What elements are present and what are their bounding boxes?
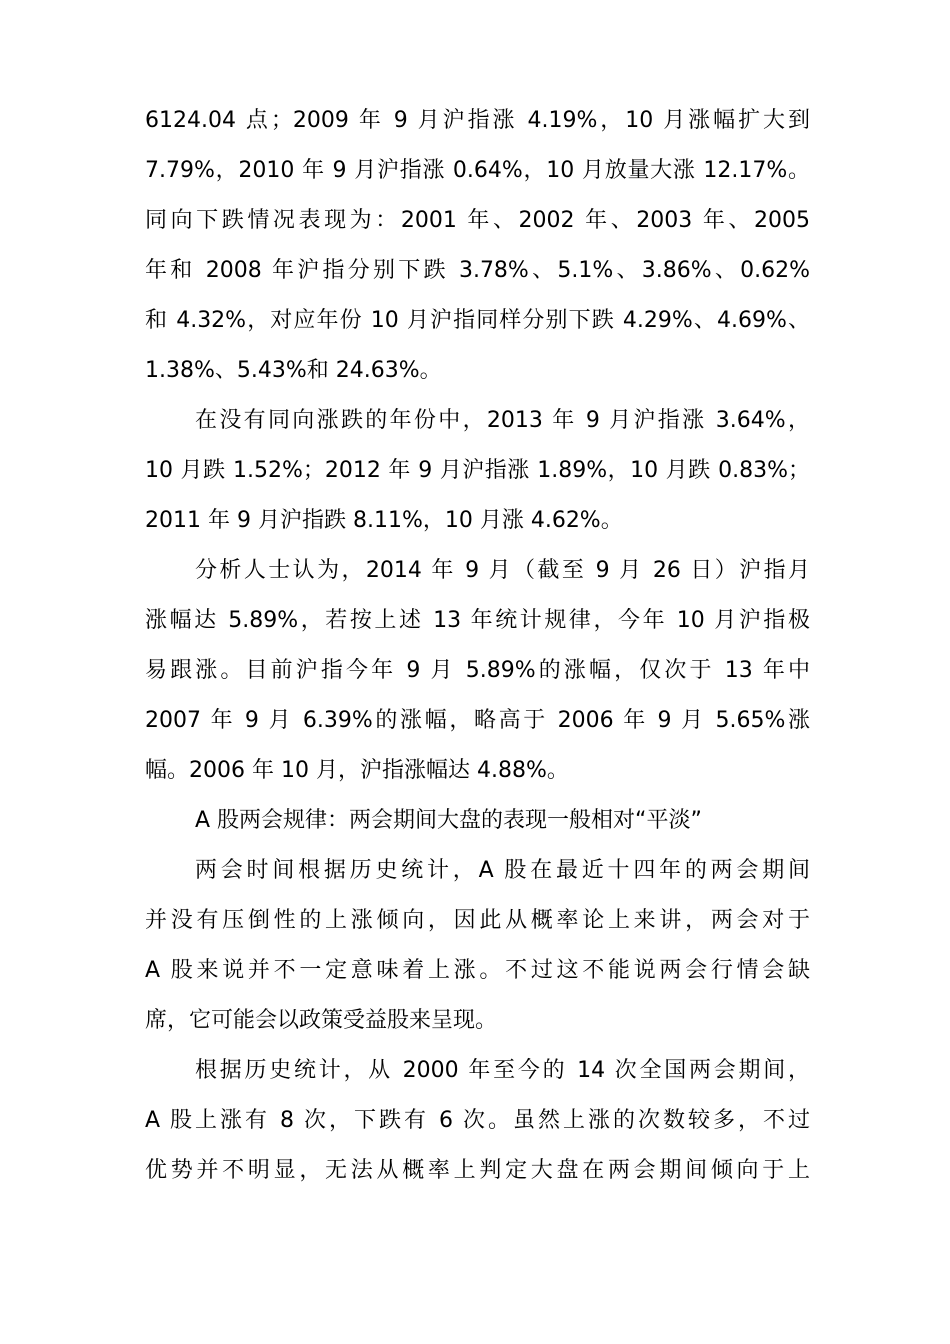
- text-line: 根据历史统计，从 2000 年至今的 14 次全国两会期间，: [195, 1058, 810, 1083]
- paragraph-historical-statistics: [145, 1046, 810, 1196]
- text-line: 年和 2008 年沪指分别下跌 3.78%、5.1%、3.86%、0.62%: [145, 258, 810, 283]
- text-line: 同向下跌情况表现为：2001 年、2002 年、2003 年、2005: [145, 208, 810, 233]
- section-heading-text: A 股两会规律：两会期间大盘的表现一般相对“平淡”: [195, 808, 702, 833]
- text-line: 2007 年 9 月 6.39%的涨幅，略高于 2006 年 9 月 5.65%涨: [145, 708, 810, 733]
- text-line: 2011 年 9 月沪指跌 8.11%，10 月涨 4.62%。: [145, 508, 623, 533]
- text-line: 在没有同向涨跌的年份中，2013 年 9 月沪指涨 3.64%，: [195, 408, 810, 433]
- paragraph-non-synchronous-years: [145, 396, 810, 546]
- document-body: [145, 96, 810, 1196]
- text-line: A 股上涨有 8 次，下跌有 6 次。虽然上涨的次数较多，不过: [145, 1108, 810, 1133]
- paragraph-analyst-view: [145, 546, 810, 796]
- text-line: 和 4.32%，对应年份 10 月沪指同样分别下跌 4.29%、4.69%、: [145, 308, 810, 333]
- paragraph-index-performance: [145, 96, 810, 396]
- text-line: 幅。2006 年 10 月，沪指涨幅达 4.88%。: [145, 758, 569, 783]
- text-line: 涨幅达 5.89%，若按上述 13 年统计规律，今年 10 月沪指极: [145, 608, 810, 633]
- text-line: 10 月跌 1.52%；2012 年 9 月沪指涨 1.89%，10 月跌 0.83%；: [145, 458, 810, 483]
- text-line: 并没有压倒性的上涨倾向，因此从概率论上来讲，两会对于: [145, 908, 810, 933]
- text-line: 席，它可能会以政策受益股来呈现。: [145, 1008, 498, 1033]
- text-line: A 股来说并不一定意味着上涨。不过这不能说两会行情会缺: [145, 958, 810, 983]
- section-heading: [145, 796, 810, 846]
- text-line: 优势并不明显，无法从概率上判定大盘在两会期间倾向于上: [145, 1158, 810, 1183]
- text-line: 两会时间根据历史统计，A 股在最近十四年的两会期间: [195, 858, 810, 883]
- text-line: 1.38%、5.43%和 24.63%。: [145, 358, 442, 383]
- text-line: 7.79%，2010 年 9 月沪指涨 0.64%，10 月放量大涨 12.17%。: [145, 158, 810, 183]
- text-line: 6124.04 点；2009 年 9 月沪指涨 4.19%，10 月涨幅扩大到: [145, 108, 810, 133]
- text-line: 易跟涨。目前沪指今年 9 月 5.89%的涨幅，仅次于 13 年中: [145, 658, 810, 683]
- paragraph-two-sessions: [145, 846, 810, 1046]
- text-line: 分析人士认为，2014 年 9 月（截至 9 月 26 日）沪指月: [195, 558, 810, 583]
